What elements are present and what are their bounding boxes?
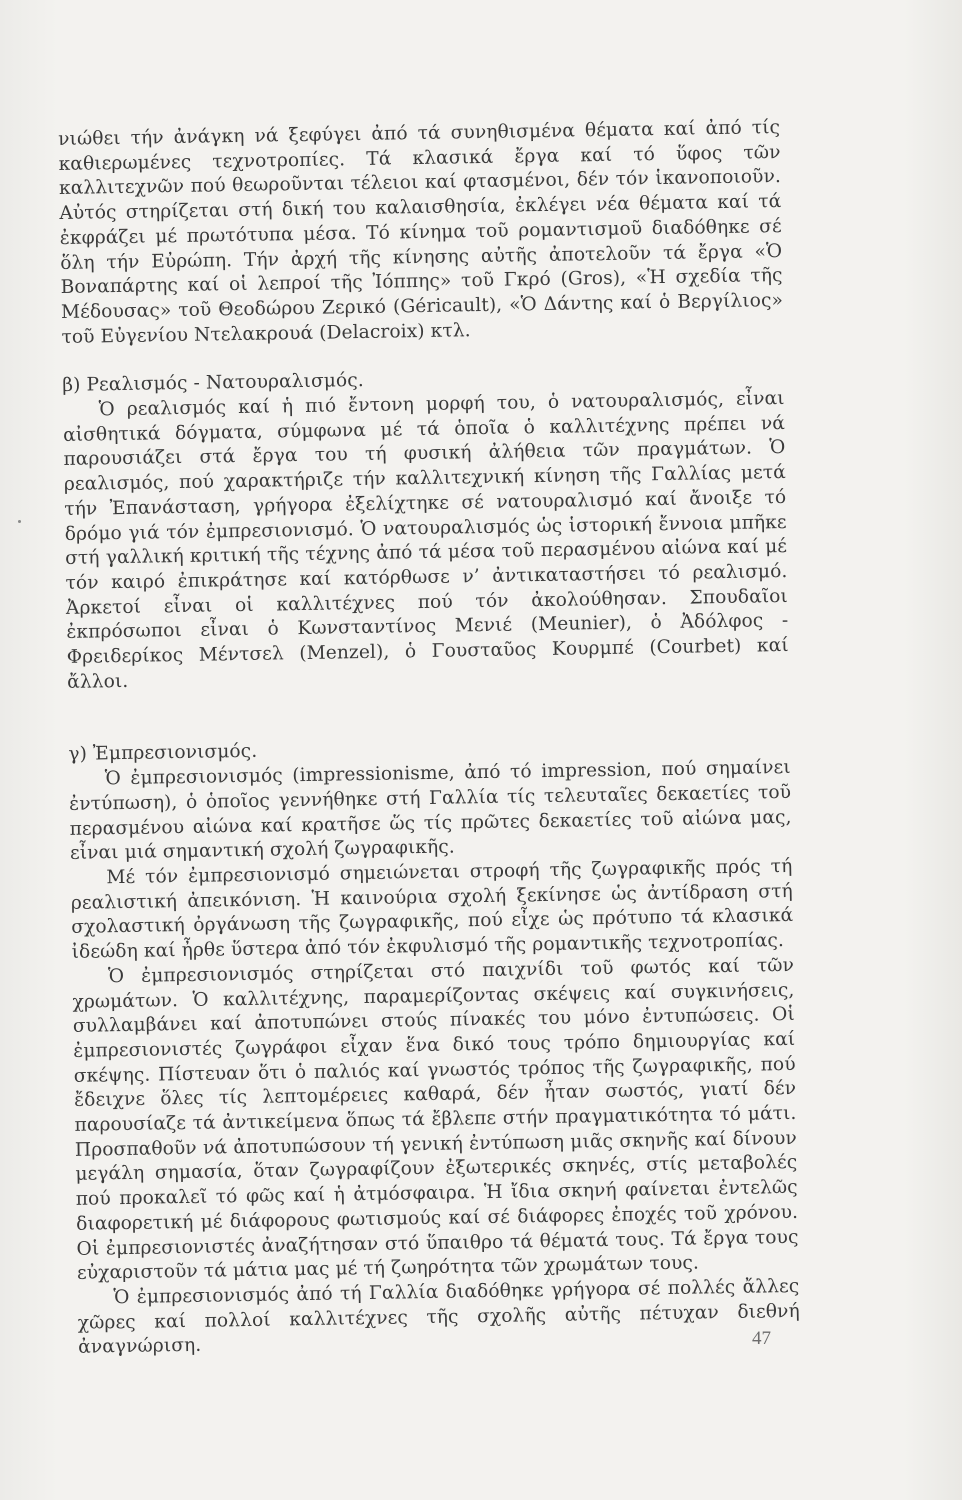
section-heading-realism: β) Ρεαλισμός - Νατουραλισμός.: [62, 370, 364, 397]
paragraph-romanticism: νιώθει τήν ἀνάγκη νά ξεφύγει ἀπό τά συνηθισμένα θέματα καί ἀπό τίς καθιερωμένες τεχνοτροπίες. Τά κλασικά ἔργα καί τό ὕφος τῶν καλλιτεχνῶν πού θεωροῦνται τέλειοι καί φτασμένοι, δέν τόν ἱκανοποιοῦν. Αὐτός στηρίζεται στή δική του καλαισθησία, ἐκλέγει νέα θέματα καί τά ἐκφράζει μέ πρωτότυπα μέσα. Τό κίνημα τοῦ ρομαντισμοῦ διαδόθηκε σέ ὅλη τήν Εὐρώπη. Τήν ἀρχή τῆς κίνησης αὐτῆς ἀποτελοῦν τά ἔργα «Ὁ Βοναπάρτης καί οἱ λεπροί τῆς Ἰόππης» τοῦ Γκρό (Gros), «Ἡ σχεδία τῆς Μέδουσας» τοῦ Θεοδώρου Ζερικό (Géricault), «Ὁ Δάντης καί ὁ Βεργίλιος» τοῦ Εὐγενίου Ντελακρουά (Delacroix) κτλ.: [58, 117, 784, 348]
margin-dot-mark: [18, 520, 21, 523]
paragraph-realism: Ὁ ρεαλισμός καί ἡ πιό ἔντονη μορφή του, ὁ νατουραλισμός, εἶναι αἰσθητικά δόγματα, σύμφωνα μέ τά ὁποῖα ὁ καλλιτέχνης πρέπει νά παρουσιάζει στά ἔργα του τή φυσική ἀλήθεια τῶν πραγμάτων. Ὁ ρεαλισμός, πού χαρακτήριζε τήν καλλιτεχνική κίνηση τῆς Γαλλίας μετά τήν Ἐπανάσταση, γρήγορα ἐξελίχτηκε σέ νατουραλισμό καί ἄνοιξε τό δρόμο γιά τόν ἐμπρεσιονισμό. Ὁ νατουραλισμός ὡς ἱστορική ἔννοια μπῆκε στή γαλλική κριτική τῆς τέχνης ἀπό τά μέσα τοῦ περασμένου αἰώνα καί μέ τόν καιρό ἐπικράτησε καί κατόρθωσε ν’ ἀντικαταστήσει τό ρεαλισμό. Ἀρκετοί εἶναι οἱ καλλιτέχνες πού τόν ἀκολούθησαν. Σπουδαῖοι ἐκπρόσωποι εἶναι ὁ Κωνσταντίνος Μενιέ (Meunier), ὁ Ἀδόλφος - Φρειδερίκος Μέντσελ (Menzel), ὁ Γουσταῦος Κουρμπέ (Courbet) καί ἄλλοι.: [62, 388, 789, 693]
paragraph-impressionism-spread: Ὁ ἐμπρεσιονισμός ἀπό τή Γαλλία διαδόθηκε γρήγορα σέ πολλές ἄλλες χῶρες καί πολλοί καλλιτέχνες τῆς σχολῆς αὐτῆς πέτυχαν διεθνή ἀναγνώριση.: [77, 1275, 800, 1359]
section-heading-impressionism: γ) Ἐμπρεσιονισμός.: [68, 741, 258, 766]
body-text: [58, 116, 800, 1361]
paragraph-impressionism-light: Ὁ ἐμπρεσιονισμός στηρίζεται στό παιχνίδι τοῦ φωτός καί τῶν χρωμάτων. Ὁ καλλιτέχνης, παραμερίζοντας σκέψεις καί συγκινήσεις, συλλαμβάνει καί ἀποτυπώνει στούς πίνακές του μόνο ἐντυπώσεις. Οἱ ἐμπρεσιονιστές ζωγράφοι εἶχαν ἕνα δικό τους τρόπο δημιουργίας καί σκέψης. Πίστευαν ὅτι ὁ παλιός καί γνωστός τρόπος τῆς ζωγραφικῆς, πού ἔδειχνε ὅλες τίς λεπτομέρειες καθαρά, δέν ἦταν σωστός, γιατί δέν παρουσίαζε τά ἀντικείμενα ὅπως τά ἔβλεπε στήν πραγματικότητα τό μάτι. Προσπαθοῦν νά ἀποτυπώσουν τή γενική ἐντύπωση μιᾶς σκηνῆς καί δίνουν μεγάλη σημασία, ὅταν ζωγραφίζουν ἐξωτερικές σκηνές, στίς μεταβολές πού προκαλεῖ τό φῶς καί ἡ ἀτμόσφαιρα. Ἡ ἴδια σκηνή φαίνεται ἐντελῶς διαφορετική μέ διάφορους φωτισμούς καί σέ διάφορες ἐποχές τοῦ χρόνου. Οἱ ἐμπρεσιονιστές ἀναζήτησαν στό ὕπαιθρο τά θέματά τους. Τά ἔργα τους εὐχαριστοῦν τά μάτια μας μέ τή ζωηρότητα τῶν χρωμάτων τους.: [72, 954, 799, 1285]
page-number: 47: [752, 1328, 771, 1349]
paragraph-impressionism-realistic: Μέ τόν ἐμπρεσιονισμό σημειώνεται στροφή τῆς ζωγραφικῆς πρός τή ρεαλιστική ἀπεικόνιση. Ἡ καινούρια σχολή ξεκίνησε ὡς ἀντίδραση στή σχολαστική ὀργάνωση τῆς ζωγραφικῆς, πού εἶχε ὡς πρότυπο τά κλασικά ἰδεώδη καί ἦρθε ὕστερα ἀπό τόν ἐκφυλισμό τῆς ρομαντικῆς τεχνοτροπίας.: [70, 855, 794, 963]
paragraph-impressionism-intro: Ὁ ἐμπρεσιονισμός (impressionisme, ἀπό τό impression, πού σημαίνει ἐντύπωση), ὁ ὁποῖος γεννήθηκε στή Γαλλία τίς τελευταῖες δεκαετίες τοῦ περασμένου αἰώνα καί κρατῆσε ὥς τίς πρῶτες δεκαετίες τοῦ αἰώνα μας, εἶναι μιά σημαντική σχολή ζωγραφικῆς.: [69, 757, 792, 865]
